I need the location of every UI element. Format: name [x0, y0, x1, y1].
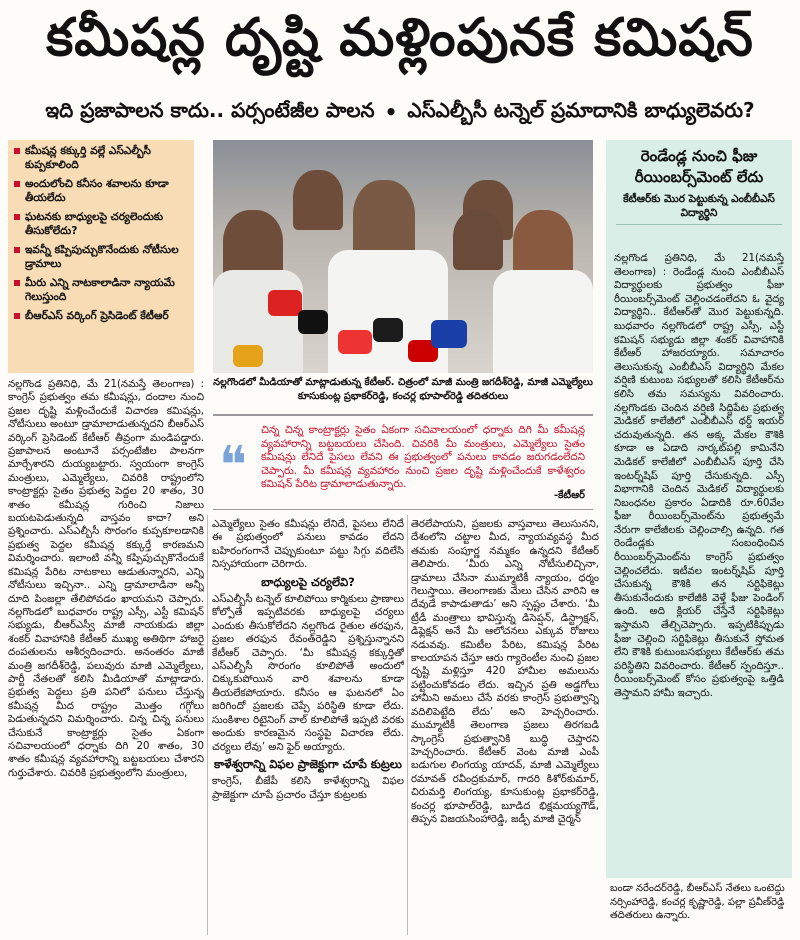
sidebar-story — [606, 140, 792, 935]
highlight-item — [14, 243, 188, 271]
headline: కమీషన్ల దృష్టి మళ్లింపునకే కమిషన్ — [46, 7, 754, 68]
bullet-icon — [14, 181, 20, 187]
person-figure — [453, 210, 503, 270]
sidebar-subtitle: కేటీఆర్‌కు మొర పెట్టుకున్న ఎంబీబీఎస్ విద్యార్థిని — [616, 190, 782, 225]
section-heading: కాళేశ్వరాన్ని విఫల ప్రాజెక్టుగా చూపే కుట్రలు — [214, 756, 402, 771]
quote-icon: ❝ — [219, 436, 247, 496]
person-figure — [353, 180, 415, 258]
bullet-icon — [14, 280, 20, 286]
bullet-icon — [14, 313, 20, 319]
subhead-right: ఎస్ఎల్బీసీ టన్నెల్ ప్రమాదానికి బాధ్యులెవరు? — [407, 97, 755, 122]
highlight-text: అందులోంచి కనీసం శవాలను కూడా తీయలేదు — [25, 178, 169, 204]
highlight-text: మీరు ఎన్ని నాటకాలాడినా న్యాయమే గెలుస్తుంది — [25, 277, 175, 303]
subhead-separator: • — [384, 100, 398, 124]
article-column-2 — [212, 518, 404, 935]
pull-quote — [213, 414, 593, 510]
article-continuation: బండా నరేందర్‌రెడ్డి, బీఆర్ఎస్ నేతలు ఒంటెద్దు నర్సింహారెడ్డి, కంచర్ల కృష్ణారెడ్డి, పల్లా ప్రవీణ్‌రెడ్డి తదితరులు ఉన్నారు. — [606, 878, 792, 938]
highlight-item — [14, 276, 188, 304]
section-heading: బాధ్యులపై చర్యలేవి? — [261, 574, 355, 589]
microphone — [431, 320, 467, 348]
highlight-text: బీఆర్ఎస్ వర్కింగ్ ప్రెసిడెంట్ కేటీఆర్ — [25, 310, 169, 322]
highlight-item — [14, 177, 188, 205]
photo-caption: నల్లగొండలో మీడియాతో మాట్లాడుతున్న కేటీఆర్. చిత్రంలో మాజీ మంత్రి జగదీశ్‌రెడ్డి, మాజీ ఎమ్మెల్యేలు కూసుకుంట్ల ప్రభాకర్‌రెడ్డి, కంచర్ల భూపాల్‌రెడ్డి తదితరులు — [213, 377, 593, 402]
microphone — [373, 318, 403, 342]
highlight-text: ఘటనకు బాధ్యులపై చర్యలెందుకు తీసుకోలేదు? — [25, 211, 164, 237]
microphone — [268, 290, 302, 316]
sidebar-title: రెండేండ్ల నుంచి ఫీజు రీయింబర్స్‌మెంట్ లేదు — [634, 147, 764, 186]
highlight-item — [14, 210, 188, 238]
quote-attribution: -కేటీఆర్ — [553, 490, 585, 501]
article-paragraph: ఎమ్మెల్యేలు సైతం కమీషన్లు లేనిదే, పైసలు లేనిదే ఈ ప్రభుత్వంలో పనులు కావడం లేదని బహిరంగంగానే చెప్పుకుంటూ పట్టు సిగ్గు వదిలేసి నిస్సహాయంగా చెరిగారు. — [212, 519, 404, 571]
article-paragraph: కాంగ్రెస్, బీజేపీ కలిసి కాళేశ్వరాన్ని విఫల ప్రాజెక్టుగా చూపే ప్రచారం చేస్తూ కుట్రలకు — [212, 776, 404, 801]
bullet-icon — [14, 148, 20, 154]
person-figure — [493, 270, 593, 373]
bullet-icon — [14, 214, 20, 220]
press-photo — [213, 140, 593, 373]
microphone — [233, 345, 263, 367]
highlight-text: ఇవన్నీ కప్పిపుచ్చుకొనేందుకు నోటీసుల డ్రామాలు — [25, 244, 179, 270]
highlights-box — [8, 140, 194, 373]
subheadline — [0, 92, 800, 132]
highlight-item — [14, 144, 188, 172]
microphone — [298, 310, 328, 334]
highlight-item — [14, 309, 188, 323]
article-paragraph: ఎస్ఎల్బీసీ టన్నెల్ కూలిపోయి కార్మికులు ప్రాణాలు కోల్పోతే ఇప్పటివరకు బాధ్యులపై చర్యలు ఎందుకు తీసుకోలేదని నల్లగొండ రైతుల తరఫున, ప్రజల తరఫున రేవంత్‌రెడ్డిని ప్రశ్నిస్తున్నానని కేటీఆర్ చెప్పారు. ‘మీ కమీషన్ల కక్కుర్తితో ఎస్ఎల్బీసీ సొరంగం కూలిపోతే అందులో చిక్కుకుపోయిన వారి శవాలను కూడా తీయలేకపోయారు. కనీసం ఆ ఘటనలో ఏం జరిగిందో ప్రజలకు చెప్పే పరిస్థితి కూడా లేదు. సుంకిశాల రిటైనింగ్ వాల్ కూలిపోతే ఇప్పటి వరకు అందుకు కారణమైన సంస్థపై విచారణ లేదు. చర్యలు లేవు’ అని ఫైర్ అయ్యారు. — [212, 594, 404, 753]
bullet-icon — [14, 247, 20, 253]
column-divider — [207, 515, 208, 935]
article-paragraph: తెరలేపాయని, ప్రజలకు వాస్తవాలు తెలుసునని, దేశంలోని చట్టాల మీద, న్యాయవ్యవస్థ మీద తమకు సంపూర్ణ నమ్మకం ఉన్నదని కేటీఆర్ తెలిపారు. ‘మీరు ఎన్ని నోటీసులిచ్చినా, డ్రామాలు చేసినా ముమ్మాటికీ న్యాయం, ధర్మం గెలుస్తాయి. తెలంగాణకు మేలు చేసిన వారిని ఆ దేవుడే కాపాడుతాడు’ అని స్పష్టం చేశారు. ‘మీ ట్రీడీ మంత్రాలు భావిస్తున్న డిసెప్షన్, డిస్ట్రాక్షన్, డిఫ్లెక్షన్ అనే మీ ఆలోచనలు ఎక్కువ రోజులు నడువవు. కమిటీల పేరిట, కమిషన్ల పేరిట కాలయాపన చేస్తూ ఆరు గ్యారెంటీల నుంచి ప్రజల దృష్టి మళ్లిస్తూ 420 హామీల అమలును పట్టించుకోవడం లేదు. ఇచ్చిన ప్రతి అడ్డగోలు హామీని అమలు చేసే వరకు కాంగ్రెస్ ప్రభుత్వాన్ని వదిలిపెట్టేది లేదు’ అని హెచ్చరించారు. ముమ్మాటికీ తెలంగాణ ప్రజలు తిరగబడి స్కాంగ్రెస్ ప్రభుత్వానికి బుద్ధి చెప్తారని హెచ్చరించారు. కేటీఆర్ వెంట మాజీ ఎంపీ బడుగుల లింగయ్య యాదవ్, మాజీ ఎమ్మెల్యేలు రమావత్ రవీంద్రకుమార్, గాదరి కిశోర్‌కుమార్, చిరుమర్తి లింగయ్య, కూసుకుంట్ల ప్రభాకర్‌రెడ్డి, కంచర్ల భూపాల్‌రెడ్డి, బూడిద భిక్షమయ్యగౌడ్, తిప్పన విజయసింహారెడ్డి, జడ్పీ మాజీ చైర్మన్ — [411, 519, 599, 825]
subhead-left: ఇది ప్రజాపాలన కాదు.. పర్సంటేజీల పాలన — [45, 97, 375, 122]
article-column-3 — [411, 518, 599, 935]
article-column-1 — [8, 378, 204, 935]
quote-text: చిన్న చిన్న కాంట్రాక్టర్లు సైతం ఏకంగా సచివాలయంలో ధర్నాకు దిగి మీ కమీషన్ల వ్యవహారాన్ని బట్టబయలు చేసింది. చివరికి మీ మంత్రులు, ఎమ్మెల్యేలు సైతం కమీషన్లు లేనిదే పైసలు లేవని ఈ ప్రభుత్వంలో పనులు కావడం జరుగడంలేదని చెప్పారు. మీ కమీషన్ల వ్యవహారం నుంచి ప్రజల దృష్టి మళ్లించేందుకే కాళేశ్వరం కమిషన్ పేరిట డ్రామాలాడుతున్నారు. — [261, 424, 585, 490]
highlight-text: కమీషన్ల కక్కుర్తి వల్లే ఎస్ఎల్బీసీ కుప్పకూలింది — [25, 145, 151, 171]
person-figure — [293, 170, 343, 230]
microphone — [338, 330, 372, 354]
sidebar-body: నల్లగొండ ప్రతినిధి, మే 21(నమస్తే తెలంగాణ) : రెండేండ్ల నుంచి ఎంబీబీఎస్ విద్యార్థులకు ప్రభుత్వం ఫీజు రీయింబర్స్‌మెంట్ చెల్లించడంలేదని ఓ వైద్య విద్యార్థిని.. కేటీఆర్‌తో మొర పెట్టుకున్నది. బుధవారం నల్లగొండలో రాష్ట్ర ఎస్సీ, ఎస్టీ కమిషన్ సభ్యుడు జిల్లా శంకర్ వివాహానికి కేటీఆర్ హాజరయ్యారు. సమాచారం తెలుసుకున్న ఎంబీబీఎస్ విద్యార్థిని మేకల వర్షిణి కుటుంబ సభ్యులతో కలిసి కేటీఆర్‌ను కలిసి తమ సమస్యను వివరించారు. నల్లగొండకు చెందిన వర్షిణి సిద్దిపేట ప్రభుత్వ మెడికల్ కాలేజీలో ఎంబీబీఎస్ థర్డ్ ఇయర్ చదువుతున్నది. తన అక్క మేకల కౌశికి కూడా ఆ ఏడాది నార్కట్‌పల్లి కామినేని మెడికల్ కాలేజీలో ఎంబీబీఎస్ పూర్తి చేసి ఇంటర్న్‌షిప్ పూర్తి చేసుకున్నది. ఎస్సీ విభాగానికి చెందిన మెడికల్ విద్యార్థులకు నిబంధనల ప్రకారం ఏడాదికి రూ.60వేల ఫీజు రీయింబర్స్‌మెంట్‌ను ప్రభుత్వమే నేరుగా కాలేజీలకు చెల్లించాల్సి ఉన్నది. గత రెండేండ్లకు సంబంధించిన రీయింబర్స్‌మెంట్‌ను కాంగ్రెస్ ప్రభుత్వం చెల్లించలేదు. ఇటీవల ఇంటర్న్‌షిప్ పూర్తి చేసుకున్న కౌశికి తన సర్టిఫికెట్లు తీసుకునేందుకు కాలేజీకి వెళ్తే ఫీజు పెండింగ్ ఉంది. అది క్లియర్ చేస్తేనే సర్టిఫికెట్లు ఇస్తామని తేల్చిచెప్పారు. ఇప్పటికిప్పుడు ఫీజు చెల్లించి సర్టిఫికెట్లు తీసుకునే స్తోమత లేని కౌశికి కుటుంబసభ్యులు కేటీఆర్‌కు తమ పరిస్థితిని వివరించారు. కేటీఆర్ స్పందిస్తూ.. రీయింబర్స్‌మెంట్ కోసం ప్రభుత్వంపై ఒత్తిడి తెస్తామని హామీ ఇచ్చారు. — [614, 253, 784, 699]
column-divider — [407, 515, 408, 935]
article-paragraph: నల్లగొండ ప్రతినిధి, మే 21(నమస్తే తెలంగాణ) : కాంగ్రెస్ ప్రభుత్వం తమ కమీషన్లు, దందాల నుంచి ప్రజల దృష్టి మళ్లించేందుకే విచారణ కమిషన్లు, నోటీసులు అంటూ డ్రామాలాడుతున్నదని బీఆర్ఎస్ వర్కింగ్ ప్రెసిడెంట్ కేటీఆర్ తీవ్రంగా మండిపడ్డారు. ప్రజాపాలన అంటూనే పర్సంటేజీల పాలనగా మార్చేశారని దుయ్యబట్టారు. స్వయంగా కాంగ్రెస్ మంత్రులు, ఎమ్మెల్యేలు, చివరికి రాష్ట్రంలోని కాంట్రాక్టర్లు సైతం ప్రభుత్వ పెద్దల 20 శాతం, 30 శాతం కమీషన్ల గురించి నిజాలు బయటపెడుతున్నది వాస్తవం కాదా? అని ప్రశ్నించారు. ఎస్ఎల్బీసీ సొరంగం కుప్పకూలడానికి ప్రభుత్వ పెద్దల కమీషన్ల కక్కుర్తే కారణమని విమర్శించారు. ఇలాంటి వన్నీ కప్పిపుచ్చుకొనేందుకే కమిషన్ల పేరిట నాటకాలు ఆడుతున్నారని, ఎన్ని నోటీసులు ఇచ్చినా.. ఎన్ని డ్రామాలాడినా అన్నీ దూది పింజల్లా తేలిపోవడం ఖాయమని చెప్పారు. నల్లగొండలో బుధవారం రాష్ట్ర ఎస్సీ, ఎస్టీ కమిషన్ సభ్యుడు, బీఆర్ఎస్వీ మాజీ నాయకుడు జిల్లా శంకర్ వివాహానికి కేటీఆర్ ముఖ్య అతిథిగా హాజరై దంపతులను ఆశీర్వదించారు. అనంతరం మాజీ మంత్రి జగదీశ్‌రెడ్డి, పలువురు మాజీ ఎమ్మెల్యేలు, పార్టీ నేతలతో కలిసి మీడియాతో మాట్లాడారు. ప్రభుత్వ పెద్దలు ప్రతి పనిలో పనులు చేస్తున్న కమీషన్ల మీద రాష్ట్రం మొత్తం గగ్గోలు పెడుతున్నదని విమర్శించారు. చిన్న చిన్న పనులు చేసుకునే కాంట్రాక్టర్లు సైతం ఏకంగా సచివాలయంలో ధర్నాకు దిగి 20 శాతం, 30 శాతం కమీషన్ల వ్యవహారాన్ని బట్టబయలు చేశారని గుర్తుచేశారు. చివరికి ప్రభుత్వంలోని మంత్రులు, — [8, 379, 204, 779]
